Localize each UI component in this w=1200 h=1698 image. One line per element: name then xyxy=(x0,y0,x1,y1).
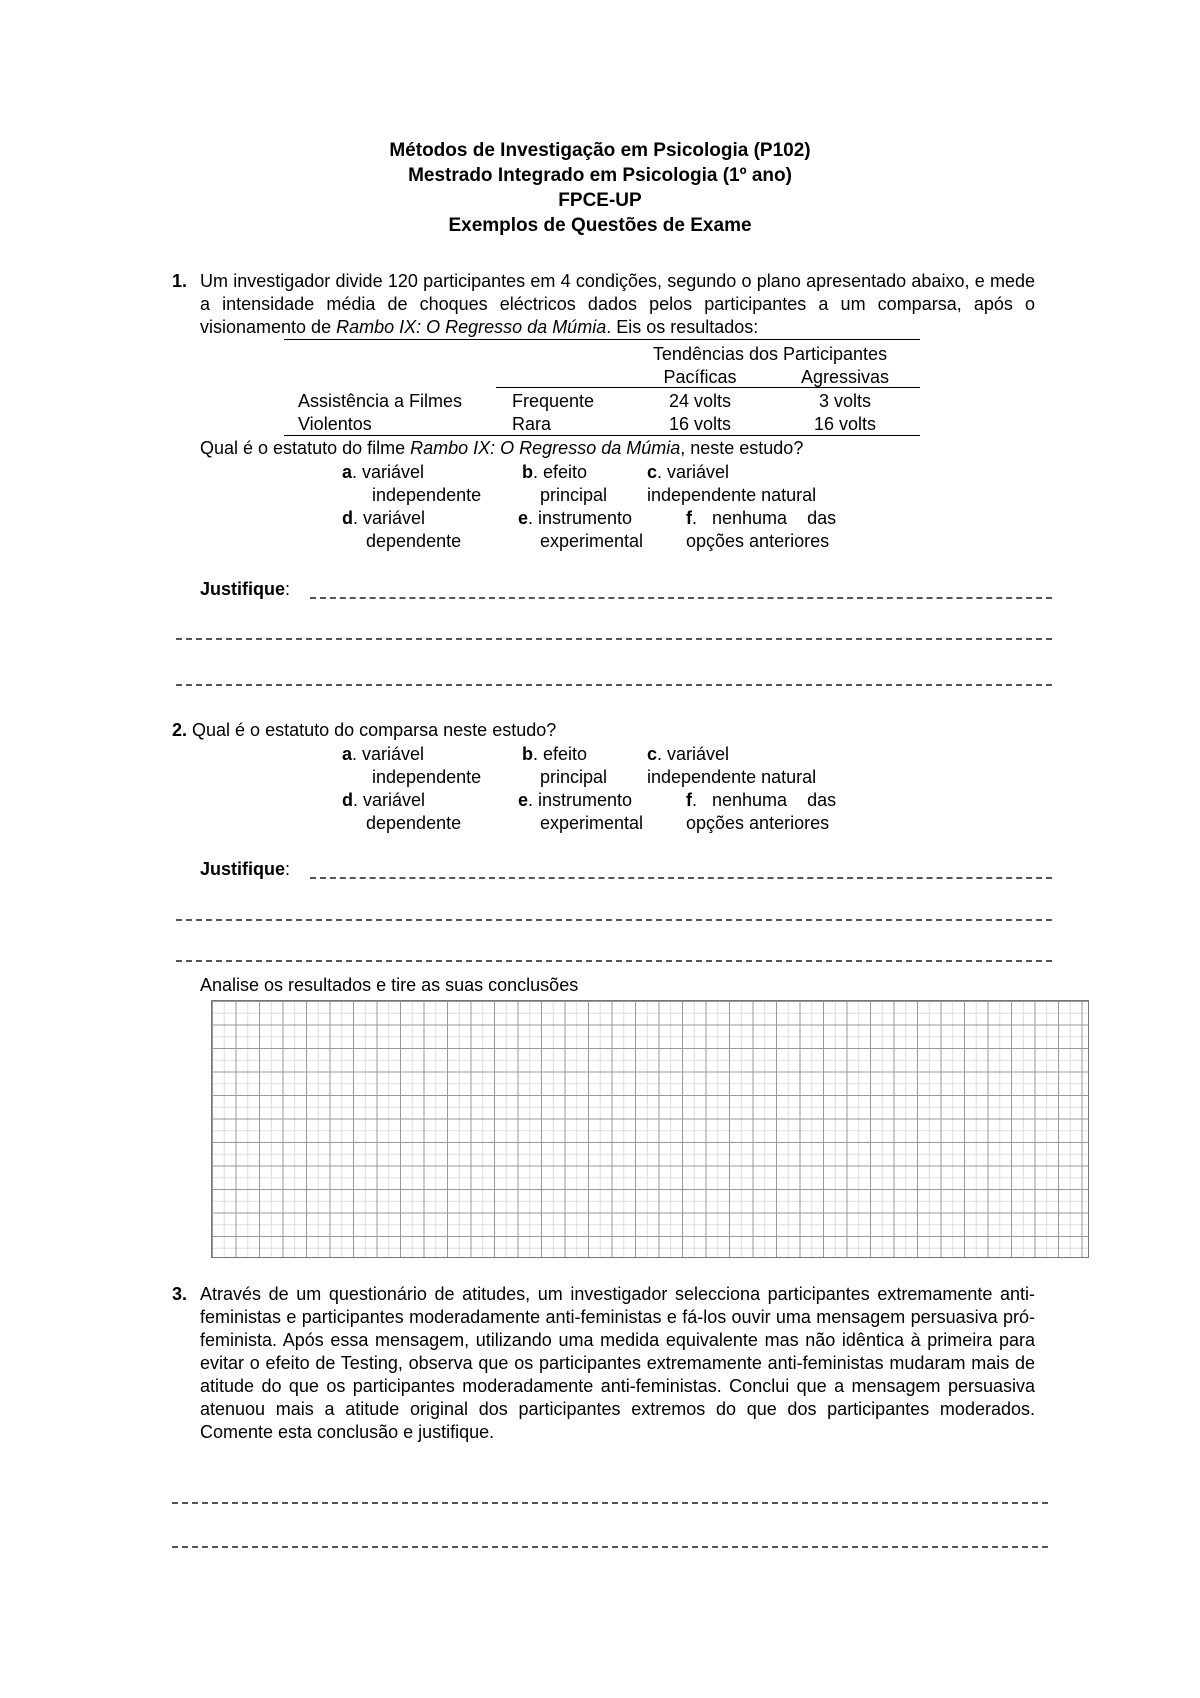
q1-option-a-line1: . variável xyxy=(352,462,425,482)
table-col-agressivas: Agressivas xyxy=(800,367,890,387)
q2-option-c-line2: independente natural xyxy=(647,767,817,787)
q2-option-d-line1: . variável xyxy=(353,790,426,810)
q2-justify-answer-line-2[interactable] xyxy=(176,919,1052,921)
q2-option-c[interactable] xyxy=(647,743,729,766)
q2-option-a-line1: . variável xyxy=(352,744,425,764)
q1-option-b[interactable] xyxy=(522,461,587,484)
table-header-rule xyxy=(496,387,920,388)
question-1-text-a: Um investigador divide 120 participantes em 4 condições, segundo o plano apresentado abaixo, e mede a intensidade média de choques eléctricos dados pelos participantes a um comparsa, após o visionamento de xyxy=(200,271,1035,337)
question-2 xyxy=(172,719,556,742)
q2-option-f-line1: . nenhuma das xyxy=(692,790,837,810)
q2-option-a-letter: a xyxy=(342,744,353,764)
q1-option-b-letter: b xyxy=(522,462,533,482)
institution: FPCE-UP xyxy=(558,190,642,211)
question-1-number: 1. xyxy=(172,271,188,291)
q1-option-e-line2: experimental xyxy=(540,531,644,551)
q2-option-d-line2: dependente xyxy=(366,813,462,833)
q1-option-f-line2: opções anteriores xyxy=(686,531,830,551)
q1-option-e-line1: . instrumento xyxy=(528,508,633,528)
graph-paper-grid[interactable] xyxy=(211,1000,1089,1258)
table-bottom-rule xyxy=(284,435,920,436)
q2-option-e-line2: experimental xyxy=(540,813,644,833)
q2-justify-label xyxy=(200,858,290,881)
table-super-header: Tendências dos Participantes xyxy=(652,344,888,364)
question-1-film-title: Rambo IX: O Regresso da Múmia xyxy=(336,317,607,337)
table-cell-rara-pacificas: 16 volts xyxy=(668,414,732,434)
q2-justify-colon: : xyxy=(285,859,291,879)
table-cell-frequente-pacificas: 24 volts xyxy=(668,391,732,411)
q2-option-d-letter: d xyxy=(342,790,353,810)
q1-option-c-letter: c xyxy=(647,462,658,482)
q1-option-d-line2: dependente xyxy=(366,531,462,551)
q2-option-d[interactable] xyxy=(342,789,425,812)
q1-justify-answer-line-3[interactable] xyxy=(176,684,1052,686)
q1-option-a-line2: independente xyxy=(372,485,482,505)
table-row-label-rara: Rara xyxy=(512,414,552,434)
table-row-group-label-1: Assistência a Filmes xyxy=(298,391,463,411)
q2-option-b[interactable] xyxy=(522,743,587,766)
q2-justify-answer-line-3[interactable] xyxy=(176,960,1052,962)
q2-option-e[interactable] xyxy=(518,789,632,812)
q2-option-c-line1: . variável xyxy=(657,744,730,764)
q2-option-b-letter: b xyxy=(522,744,533,764)
question-1-text xyxy=(200,270,1035,339)
table-cell-rara-agressivas: 16 volts xyxy=(813,414,877,434)
q1-option-c-line2: independente natural xyxy=(647,485,817,505)
q1-option-f-line1: . nenhuma das xyxy=(692,508,837,528)
q1-option-a[interactable] xyxy=(342,461,424,484)
q1-option-a-letter: a xyxy=(342,462,353,482)
question-2-text: Qual é o estatuto do comparsa neste estudo? xyxy=(187,720,557,740)
q2-justify-label-text: Justifique xyxy=(200,859,286,879)
table-row-group-label-2: Violentos xyxy=(298,414,372,434)
q2-option-f-line2: opções anteriores xyxy=(686,813,830,833)
q2-option-e-letter: e xyxy=(518,790,529,810)
table-col-pacificas: Pacíficas xyxy=(663,367,737,387)
question-2-number: 2. xyxy=(172,720,188,740)
program-title: Mestrado Integrado em Psicologia (1º ano) xyxy=(408,165,792,186)
q2-option-c-letter: c xyxy=(647,744,658,764)
question-3-number: 3. xyxy=(172,1284,188,1304)
document-header xyxy=(0,138,1200,238)
q1-option-e-letter: e xyxy=(518,508,529,528)
q2-option-f-letter: f xyxy=(686,790,692,810)
q1-justify-answer-line-1[interactable] xyxy=(310,597,1052,599)
q1-justify-label xyxy=(200,578,290,601)
course-title: Métodos de Investigação em Psicologia (P102) xyxy=(389,140,811,161)
question-1-prompt-film: Rambo IX: O Regresso da Múmia xyxy=(410,438,681,458)
table-row-label-frequente: Frequente xyxy=(512,391,595,411)
q1-justify-answer-line-2[interactable] xyxy=(176,638,1052,640)
q2-option-e-line1: . instrumento xyxy=(528,790,633,810)
q2-option-b-line1: . efeito xyxy=(533,744,588,764)
q1-option-d-letter: d xyxy=(342,508,353,528)
table-top-rule xyxy=(284,339,920,340)
document-title: Exemplos de Questões de Exame xyxy=(448,215,752,236)
table-cell-frequente-agressivas: 3 volts xyxy=(818,391,872,411)
q3-answer-line-1[interactable] xyxy=(172,1502,1048,1504)
analyse-instruction: Analise os resultados e tire as suas conclusões xyxy=(200,975,579,995)
q2-option-a-line2: independente xyxy=(372,767,482,787)
q1-option-d-line1: . variável xyxy=(353,508,426,528)
q1-justify-label-text: Justifique xyxy=(200,579,286,599)
q1-justify-colon: : xyxy=(285,579,291,599)
q1-option-d[interactable] xyxy=(342,507,425,530)
q1-option-f[interactable] xyxy=(686,507,836,530)
q2-option-f[interactable] xyxy=(686,789,836,812)
question-1-prompt-a: Qual é o estatuto do filme xyxy=(200,438,411,458)
q1-option-e[interactable] xyxy=(518,507,632,530)
q1-option-c-line1: . variável xyxy=(657,462,730,482)
q1-option-c[interactable] xyxy=(647,461,729,484)
q1-option-b-line1: . efeito xyxy=(533,462,588,482)
question-1-text-b: . Eis os resultados: xyxy=(606,317,759,337)
question-1-prompt xyxy=(200,437,803,460)
question-1-prompt-b: , neste estudo? xyxy=(680,438,804,458)
question-3-text: Através de um questionário de atitudes, um investigador selecciona participantes extremamente anti-feministas e participantes moderadamente anti-feministas e fá-los ouvir uma mensagem persuasiva pró-feminista. Após essa mensagem, utilizando uma medida equivalente mas não idêntica à primeira para evitar o efeito de Testing, observa que os participantes extremamente anti-feministas mudaram mais de atitude do que os participantes moderadamente anti-feministas. Conclui que a mensagem persuasiva atenuou mais a atitude original dos participantes extremos do que dos participantes moderados. Comente esta conclusão e justifique. xyxy=(200,1284,1035,1442)
q2-justify-answer-line-1[interactable] xyxy=(310,877,1052,879)
q2-option-b-line2: principal xyxy=(540,767,608,787)
q2-option-a[interactable] xyxy=(342,743,424,766)
q3-answer-line-2[interactable] xyxy=(172,1546,1048,1548)
q1-option-f-letter: f xyxy=(686,508,692,528)
q1-option-b-line2: principal xyxy=(540,485,608,505)
